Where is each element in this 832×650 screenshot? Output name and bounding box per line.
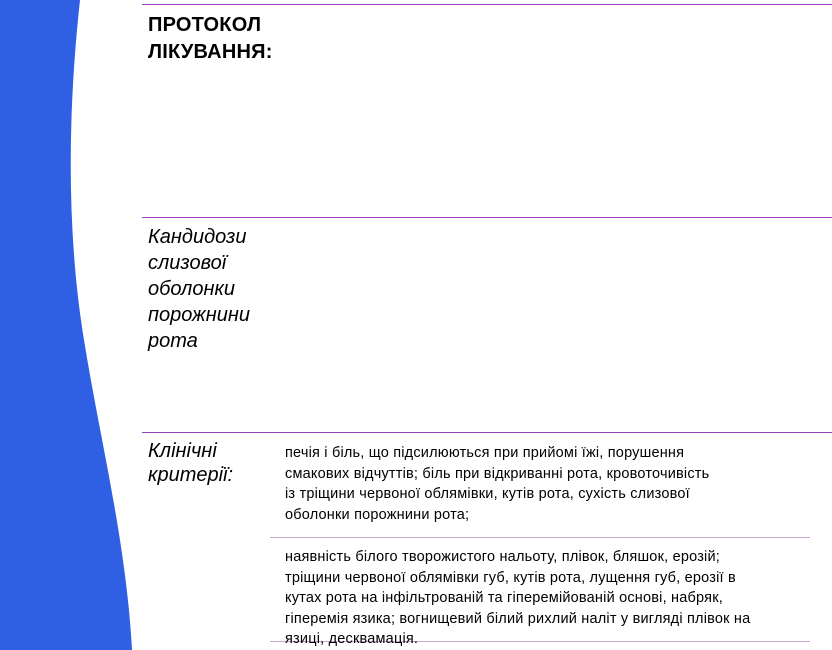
text-line: оболонки порожнини рота;	[285, 506, 470, 523]
criteria-symptoms-paragraph	[285, 443, 815, 525]
criteria-signs-paragraph	[285, 547, 815, 650]
disease-line: оболонки	[148, 278, 236, 300]
criteria-label	[148, 439, 268, 487]
text-line: із тріщини червоної облямівки, кутів рота, сухість слизової	[285, 486, 690, 502]
text-line: тріщини червоної облямівки губ, кутів рота, лущення губ, ерозії в	[285, 569, 736, 586]
disease-line: слизової	[148, 252, 227, 274]
decorative-wave	[0, 0, 140, 650]
divider-paragraph	[270, 537, 810, 538]
criteria-label-line: Клінічні	[148, 440, 217, 462]
wave-shape	[0, 0, 132, 650]
title-line: ПРОТОКОЛ	[148, 14, 262, 36]
text-line: печія і біль, що підсилюються при прийомі їжі, порушення	[285, 445, 685, 461]
divider-criteria	[142, 432, 832, 433]
disease-line: рота	[148, 330, 198, 352]
text-line: язиці, десквамація.	[285, 631, 419, 647]
title-line: ЛІКУВАННЯ:	[148, 41, 273, 63]
disease-line: Кандидози	[148, 226, 247, 248]
disease-line: порожнини	[148, 304, 250, 326]
disease-name	[148, 224, 278, 354]
criteria-label-line: критерії:	[148, 464, 234, 486]
text-line: гіперемія язика; вогнищевий білий рихлий наліт у вигляді плівок на	[285, 610, 751, 627]
divider-top	[142, 4, 832, 5]
text-line: смакових відчуттів; біль при відкриванні рота, кровоточивість	[285, 465, 710, 482]
page-title	[148, 12, 348, 66]
divider-middle	[142, 217, 832, 218]
text-line: кутах рота на інфільтрованій та гіперемійованій основі, набряк,	[285, 590, 723, 606]
text-line: наявність білого творожистого нальоту, плівок, бляшок, ерозій;	[285, 549, 720, 565]
